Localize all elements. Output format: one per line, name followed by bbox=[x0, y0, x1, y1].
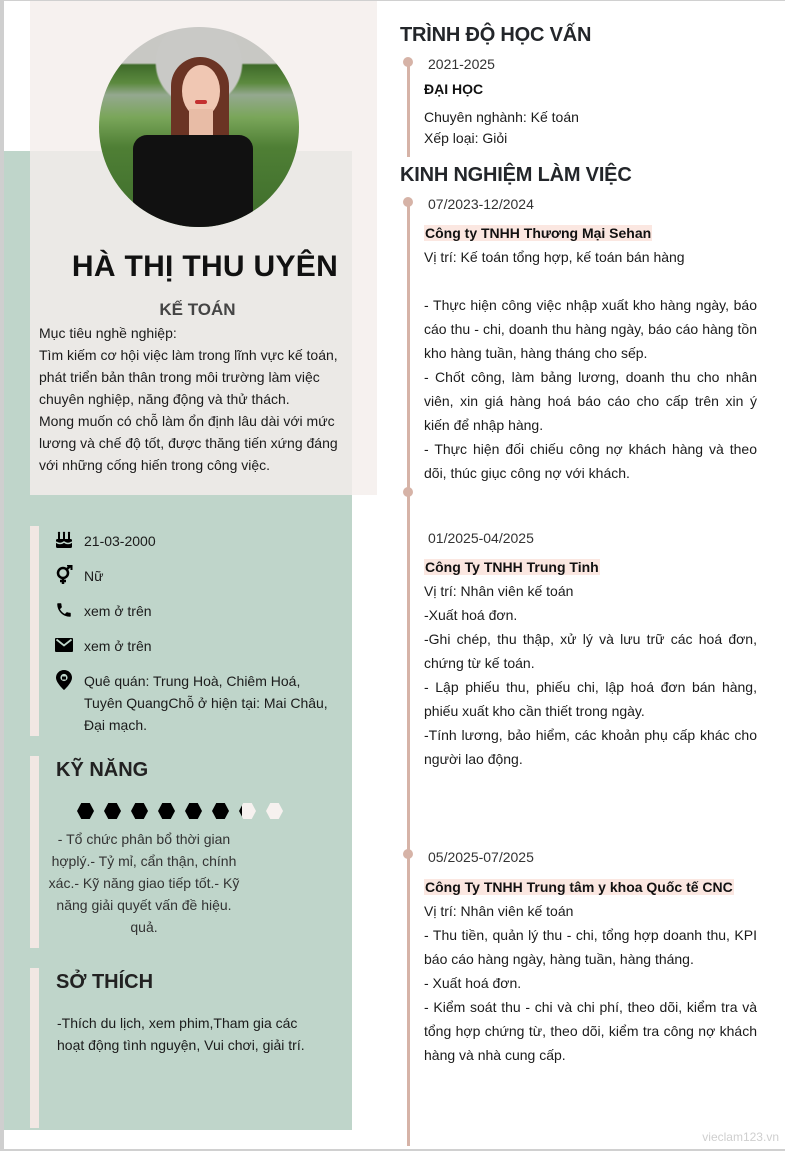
skill-rating bbox=[77, 803, 293, 819]
experience-period: 01/2025-04/2025 bbox=[428, 530, 534, 546]
job-position: Vị trí: Kế toán tổng hợp, kế toán bán hàng bbox=[424, 249, 685, 265]
rating-hexagon-empty bbox=[266, 803, 283, 819]
experience-item bbox=[424, 875, 757, 1067]
watermark: vieclam123.vn bbox=[702, 1130, 779, 1144]
timeline-dot bbox=[403, 57, 413, 67]
timeline-dot bbox=[403, 849, 413, 859]
contact-address: Quê quán: Trung Hoà, Chiêm Hoá, Tuyên QuangChỗ ở hiện tại: Mai Châu, Đại mạch. bbox=[54, 670, 334, 736]
contact-info bbox=[54, 530, 334, 749]
job-duty: - Thu tiền, quản lý thu - chi, tổng hợp doanh thu, KPI báo cáo hàng ngày, hàng tuần, hàng tháng. bbox=[424, 927, 757, 967]
experience-period: 05/2025-07/2025 bbox=[428, 849, 534, 865]
contact-gender: Nữ bbox=[54, 565, 334, 587]
rating-hexagon-filled bbox=[212, 803, 229, 819]
company-name: Công Ty TNHH Trung Tinh bbox=[425, 559, 599, 575]
career-objective bbox=[39, 322, 351, 476]
job-duty: -Tính lương, bảo hiểm, các khoản phụ cấp khác cho người lao động. bbox=[424, 727, 757, 767]
job-duty: - Lập phiếu thu, phiếu chi, lập hoá đơn bán hàng, phiếu xuất kho cần thiết trong ngày. bbox=[424, 679, 757, 719]
gender-icon bbox=[54, 565, 74, 585]
job-title: KẾ TOÁN bbox=[159, 300, 236, 319]
rating-hexagon-filled bbox=[158, 803, 175, 819]
objective-line: Tìm kiếm cơ hội việc làm trong lĩnh vực kế toán, phát triển bản thân trong môi trường làm việc chuyên nghiệp, năng động và thử thách. bbox=[39, 347, 338, 407]
rating-hexagon-filled bbox=[131, 803, 148, 819]
contact-email: xem ở trên bbox=[54, 635, 334, 657]
company-name: Công Ty TNHH Trung tâm y khoa Quốc tế CNC bbox=[425, 879, 733, 895]
experience-timeline bbox=[407, 202, 410, 1146]
rating-hexagon-filled bbox=[104, 803, 121, 819]
experience-period: 07/2023-12/2024 bbox=[428, 196, 534, 212]
company-name: Công ty TNHH Thương Mại Sehan bbox=[425, 225, 652, 241]
email-icon bbox=[54, 635, 74, 655]
job-duty: - Thực hiện công việc nhập xuất kho hàng ngày, báo cáo thu - chi, doanh thu hàng ngày, báo cáo hàng tồn kho hàng tuần, hàng tháng cho sếp. bbox=[424, 297, 757, 361]
experience-title: KINH NGHIỆM LÀM VIỆC bbox=[400, 164, 632, 186]
rating-hexagon-filled bbox=[77, 803, 94, 819]
job-duty: - Xuất hoá đơn. bbox=[424, 975, 522, 991]
education-details bbox=[424, 107, 579, 149]
skills-description: - Tổ chức phân bổ thời gian hợplý.- Tỷ mỉ, cẩn thận, chính xác.- Kỹ năng giao tiếp tốt.- Kỹ năng giải quyết vấn đề hiệu. quả. bbox=[48, 831, 240, 935]
job-duty: -Xuất hoá đơn. bbox=[424, 607, 518, 623]
skills-accent-bar bbox=[30, 756, 39, 948]
hobbies-accent-bar bbox=[30, 968, 39, 1128]
job-duty: -Ghi chép, thu thập, xử lý và lưu trữ các hoá đơn, chứng từ kế toán. bbox=[424, 631, 757, 671]
education-rank: Xếp loại: Giỏi bbox=[424, 130, 508, 146]
objective-label: Mục tiêu nghề nghiệp: bbox=[39, 325, 177, 341]
education-major: Chuyên nghành: Kế toán bbox=[424, 109, 579, 125]
location-pin-icon bbox=[54, 670, 74, 690]
timeline-dot bbox=[403, 197, 413, 207]
birthday-cake-icon bbox=[54, 530, 74, 550]
contact-birthday: 21-03-2000 bbox=[54, 530, 334, 552]
education-title: TRÌNH ĐỘ HỌC VẤN bbox=[400, 24, 592, 46]
education-timeline bbox=[407, 60, 410, 157]
candidate-name: HÀ THỊ THU UYÊN bbox=[71, 250, 339, 283]
hobbies-description: -Thích du lịch, xem phim,Tham gia các hoạt động tình nguyện, Vui chơi, giải trí. bbox=[57, 1015, 305, 1053]
rating-hexagon-half bbox=[239, 803, 256, 819]
job-position: Vị trí: Nhân viên kế toán bbox=[424, 583, 574, 599]
avatar bbox=[99, 27, 299, 227]
contact-phone: xem ở trên bbox=[54, 600, 334, 622]
hobbies-title: SỞ THÍCH bbox=[56, 971, 154, 993]
education-degree: ĐẠI HỌC bbox=[424, 81, 484, 97]
education-period: 2021-2025 bbox=[428, 56, 495, 72]
skills-title: KỸ NĂNG bbox=[56, 759, 149, 781]
job-duty: - Thực hiện đối chiếu công nợ khách hàng và theo dõi, thúc giục công nợ với khách. bbox=[424, 441, 757, 481]
job-duty: - Kiểm soát thu - chi và chi phí, theo dõi, kiểm tra và tổng hợp chứng từ, theo dõi, kiểm tra công nợ khách hàng và nhà cung cấp. bbox=[424, 999, 757, 1063]
timeline-dot bbox=[403, 487, 413, 497]
job-duty: - Chốt công, làm bảng lương, doanh thu cho nhân viên, xin giá hàng hoá báo cáo cho cấp trên xin ý kiến để nhập hàng. bbox=[424, 369, 757, 433]
objective-line: Mong muốn có chỗ làm ổn định lâu dài với mức lương và chế độ tốt, được thăng tiến xứng đáng với những cống hiến trong công việc. bbox=[39, 413, 338, 473]
phone-icon bbox=[54, 600, 74, 620]
job-position: Vị trí: Nhân viên kế toán bbox=[424, 903, 574, 919]
contact-accent-bar bbox=[30, 526, 39, 736]
experience-item bbox=[424, 221, 757, 485]
experience-item bbox=[424, 555, 757, 771]
rating-hexagon-filled bbox=[185, 803, 202, 819]
